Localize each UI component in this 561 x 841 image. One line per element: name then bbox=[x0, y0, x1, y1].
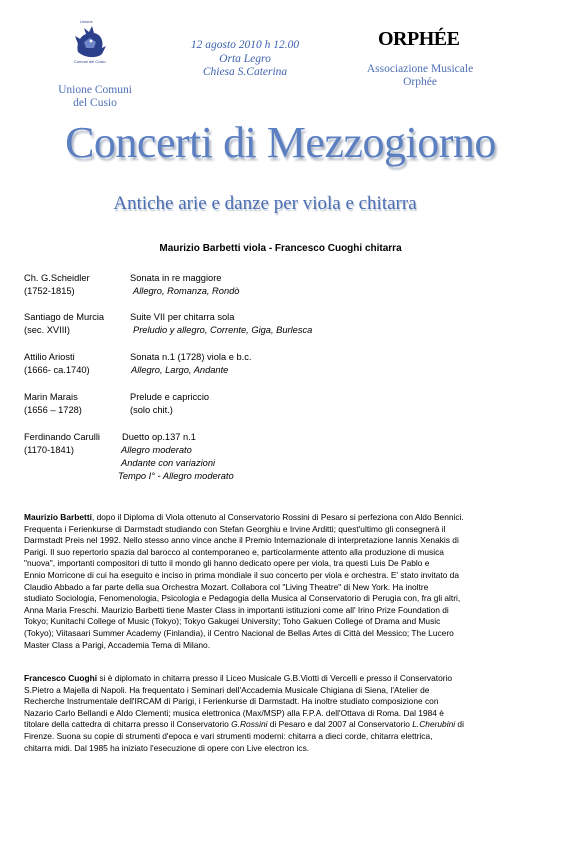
bio-text: Ennio Morricone di cui ha eseguito e inciso in prima mondiale il suo concerto per viola e orchestra. E' stato invitato da bbox=[24, 569, 460, 580]
bio-text: "nuova", importanti compositori di tutto il mondo gli hanno dedicato opere per viola, tra questi Luis De Pablo e bbox=[24, 558, 430, 569]
bio-text: Claudio Abbado a far parte della sua Orchestra Mozart. Collabora col "Living Theatre" di New York. Ha inoltre bbox=[24, 581, 429, 592]
biography-barbetti bbox=[24, 512, 536, 651]
page-subtitle: Antiche arie e danze per viola e chitarra bbox=[113, 193, 417, 214]
logo-text-top: Unione bbox=[80, 19, 93, 24]
bio-text: G.Rossini bbox=[231, 719, 268, 730]
bio-text: chitarra midi. Dal 1985 ha iniziato l'esecuzione di opere con Live electron ics. bbox=[24, 742, 310, 753]
bio-text: Firenze. Suona su copie di strumenti d'epoca e vari strumenti moderni: chitarra a dieci corde, chitarra elettrica, bbox=[24, 730, 433, 741]
work-movements: Preludio y allegro, Corrente, Giga, Burlesca bbox=[133, 325, 313, 335]
composer-name: Santiago de Murcia bbox=[24, 312, 105, 322]
composer-dates: (1656 – 1728) bbox=[24, 405, 82, 415]
composer-dates: (1752-1815) bbox=[24, 286, 75, 296]
composer-name: Ch. G.Scheidler bbox=[24, 273, 90, 283]
bio-text: Tokyo; Kunitachi College of Music (Tokyo); Tokyo Gakugei University; Toho Gakuen College of Drama and Music bbox=[24, 616, 441, 627]
left-organization bbox=[30, 84, 160, 110]
bio-text: (Tokyo); Viitasaari Summer Academy (Finlandia), il Centro Nacional de Bellas Artes di Città del Messico; The Lucero bbox=[24, 627, 454, 638]
left-org-line: Unione Comuni bbox=[58, 84, 132, 96]
bio-text: Parigi. Il suo repertorio spazia dal barocco al contemporaneo e, particolarmente attento alla produzione di musica bbox=[24, 546, 444, 557]
bio-text: Frequenta i Ferienkurse di Darmstadt studiando con Stefan Georghiu e Irvine Arditti; quest'ultimo gli consegnerà il bbox=[24, 523, 446, 534]
work-movements: Andante con variazioni bbox=[121, 458, 216, 468]
composer-dates: (1666- ca.1740) bbox=[24, 365, 90, 375]
bio-text: titolare della cattedra di chitarra presso il Conservatorio bbox=[24, 719, 232, 730]
work-title: Suite VII per chitarra sola bbox=[130, 312, 235, 322]
right-organization bbox=[350, 63, 490, 89]
event-venue: Chiesa S.Caterina bbox=[202, 66, 288, 78]
right-org-line: Orphée bbox=[403, 76, 437, 88]
composer-name: Attilio Ariosti bbox=[24, 352, 75, 362]
work-title: Prelude e capriccio bbox=[130, 392, 210, 402]
event-place: Orta Legro bbox=[219, 52, 271, 65]
work-title: Duetto op.137 n.1 bbox=[122, 432, 196, 442]
composer-dates: (1170-1841) bbox=[24, 445, 74, 455]
bio-text: studiato Sociologia, Fenomenologia, Psicologia e Pedagogia della Musica al Conservatorio di Perugia con, fra gli altri, bbox=[24, 593, 461, 604]
composer-dates: (sec. XVIII) bbox=[24, 325, 70, 335]
work-title: Sonata n.1 (1728) viola e b.c. bbox=[130, 352, 252, 362]
bio-text: S.Pietro a Majella di Napoli. Ha frequentato i Seminari dell'Accademia Musicale Chigiana di Siena, l'Atelier de bbox=[24, 684, 430, 695]
composer-name: Ferdinando Carulli bbox=[24, 432, 100, 442]
bio-text: Nazario Carlo Bellandi e Aldo Clementi; musica elettronica (Max/MSP) alla F.P.A. dell'Ottava di Roma. Dal 1984 è bbox=[24, 707, 444, 718]
work-movements: (solo chit.) bbox=[130, 405, 173, 415]
bio-text: Anna Maria Freschi. Maurizio Barbetti tiene Master Class in importanti istituzioni come all' Irino Prize Foundation di bbox=[24, 604, 449, 615]
orphee-logo: ORPHÉE bbox=[378, 28, 460, 50]
right-org-line: Associazione Musicale bbox=[366, 63, 474, 75]
bio-name: Francesco Cuoghi bbox=[24, 673, 98, 683]
work-movements: Tempo I° - Allegro moderato bbox=[118, 471, 234, 481]
event-info bbox=[175, 39, 315, 80]
work-movements: Allegro, Largo, Andante bbox=[131, 365, 229, 375]
performers-line: Maurizio Barbetti viola - Francesco Cuoghi chitarra bbox=[159, 243, 402, 254]
bio-text: Darmstadt Preis nel 1992. Nello stesso anno vince anche il Premio Internazionale di interpretazione Iannis Xenakis di bbox=[24, 535, 459, 546]
page-title: Concerti di Mezzogiorno bbox=[65, 118, 496, 167]
work-title: Sonata in re maggiore bbox=[130, 273, 222, 283]
dragon-emblem-icon bbox=[72, 22, 108, 60]
bio-text: di bbox=[455, 719, 464, 730]
event-date: 12 agosto 2010 h 12.00 bbox=[190, 39, 300, 51]
bio-text: Master Class a Parigi, Accademia Tema di Milano. bbox=[24, 639, 211, 650]
bio-text: L.Cherubini bbox=[412, 719, 456, 730]
biography-cuoghi bbox=[24, 673, 536, 754]
bio-text: Recherche Instrumentale dell'IRCAM di Parigi, i Ferienkurse di Darmstadt. Ha inoltre studiato composizione con bbox=[24, 696, 439, 707]
work-movements: Allegro moderato bbox=[121, 445, 192, 455]
bio-name: Maurizio Barbetti bbox=[24, 512, 92, 522]
left-org-line: del Cusio bbox=[73, 97, 117, 109]
bio-text: , dopo il Diploma di Viola ottenuto al Conservatorio Rossini di Pesaro si perfeziona con Aldo Bennici. bbox=[91, 512, 464, 522]
bio-text: si è diplomato in chitarra presso il Liceo Musicale G.B.Viotti di Vercelli e presso il Conservatorio bbox=[97, 673, 453, 683]
work-movements: Allegro, Romanza, Rondò bbox=[133, 286, 240, 296]
unione-comuni-logo bbox=[72, 19, 108, 64]
bio-text: di Pesaro e dal 2007 al Conservatorio bbox=[267, 719, 413, 730]
composer-name: Marin Marais bbox=[24, 392, 78, 402]
logo-text-bottom: Comuni del Cusio bbox=[74, 59, 106, 64]
